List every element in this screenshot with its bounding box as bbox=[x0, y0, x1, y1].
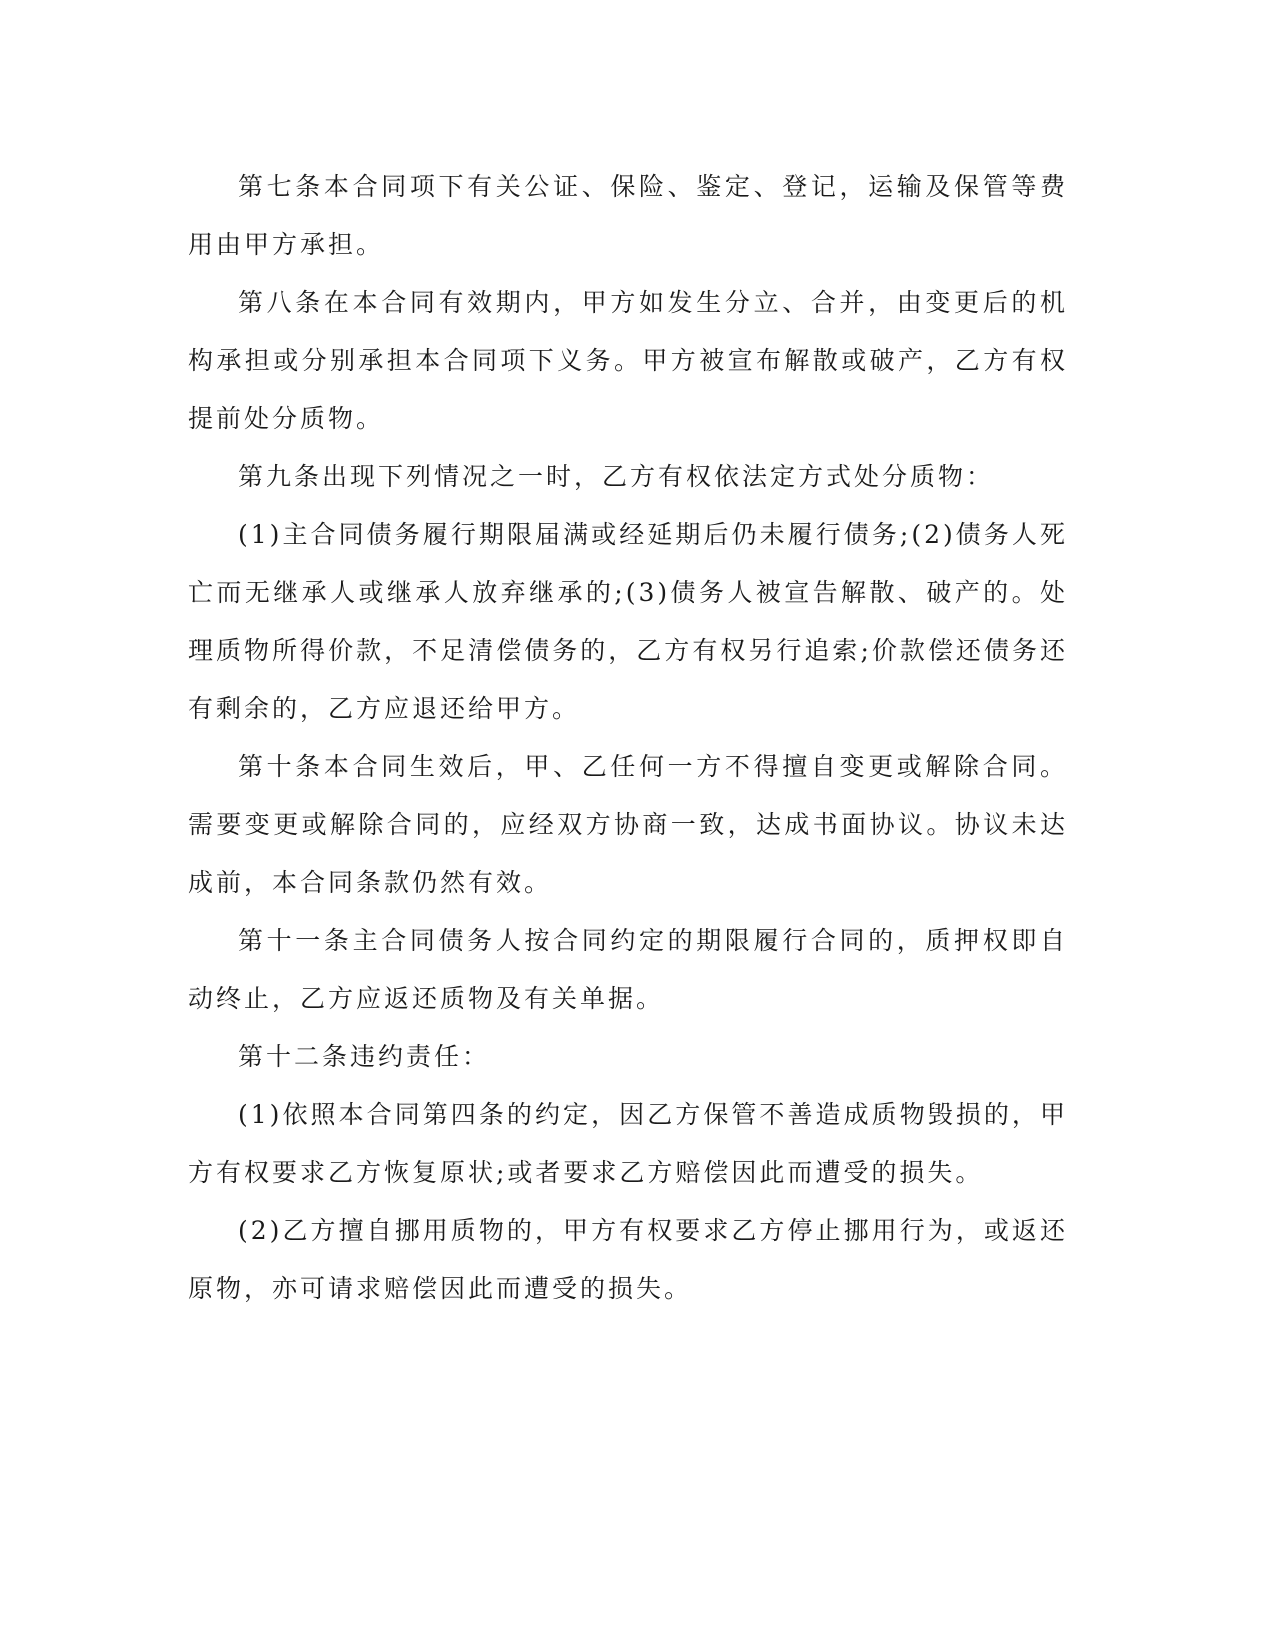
document-body bbox=[188, 158, 1068, 1318]
paragraph-article-11: 第十一条主合同债务人按合同约定的期限履行合同的，质押权即自动终止，乙方应返还质物及有关单据。 bbox=[188, 926, 1068, 1013]
paragraph-article-8: 第八条在本合同有效期内，甲方如发生分立、合并，由变更后的机构承担或分别承担本合同项下义务。甲方被宣布解散或破产，乙方有权提前处分质物。 bbox=[188, 288, 1068, 433]
paragraph-article-12: 第十二条违约责任： bbox=[238, 1042, 491, 1071]
paragraph-article-10: 第十条本合同生效后，甲、乙任何一方不得擅自变更或解除合同。需要变更或解除合同的，应经双方协商一致，达成书面协议。协议未达成前，本合同条款仍然有效。 bbox=[188, 752, 1068, 897]
paragraph-article-12-item-2: (2)乙方擅自挪用质物的，甲方有权要求乙方停止挪用行为，或返还原物，亦可请求赔偿因此而遭受的损失。 bbox=[188, 1216, 1068, 1303]
paragraph-article-7: 第七条本合同项下有关公证、保险、鉴定、登记，运输及保管等费用由甲方承担。 bbox=[188, 172, 1068, 259]
paragraph-article-12-item-1: (1)依照本合同第四条的约定，因乙方保管不善造成质物毁损的，甲方有权要求乙方恢复原状;或者要求乙方赔偿因此而遭受的损失。 bbox=[188, 1100, 1068, 1187]
paragraph-article-9-items: (1)主合同债务履行期限届满或经延期后仍未履行债务;(2)债务人死亡而无继承人或继承人放弃继承的;(3)债务人被宣告解散、破产的。处理质物所得价款，不足清偿债务的，乙方有权另行追索;价款偿还债务还有剩余的，乙方应退还给甲方。 bbox=[188, 520, 1068, 723]
paragraph-article-9: 第九条出现下列情况之一时，乙方有权依法定方式处分质物： bbox=[238, 462, 995, 491]
